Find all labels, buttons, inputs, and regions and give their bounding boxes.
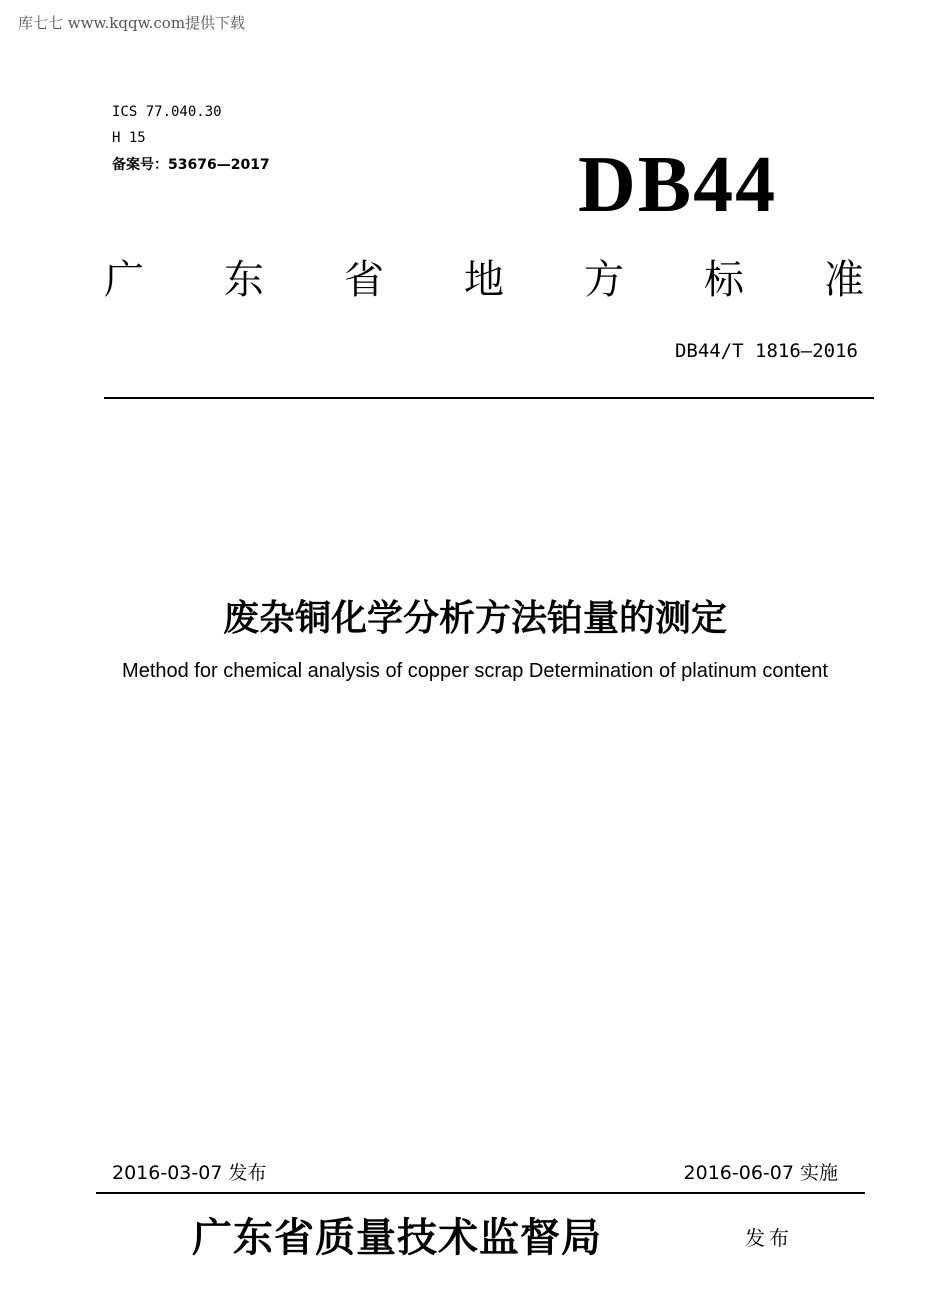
standard-type-char: 方 <box>584 257 624 303</box>
standard-number: DB44/T 1816—2016 <box>674 340 858 362</box>
header-divider <box>104 397 874 399</box>
watermark-text: 库七七 www.kqqw.com提供下载 <box>18 14 246 32</box>
implement-date: 2016-06-07 实施 <box>683 1162 838 1184</box>
standard-type-char: 地 <box>464 257 504 303</box>
db44-logo: DB44 <box>578 141 778 229</box>
issue-label: 发布 <box>745 1226 793 1250</box>
ccs-code: H 15 <box>112 130 146 146</box>
english-title: Method for chemical analysis of copper scrap Determination of platinum content <box>122 660 828 682</box>
standard-type-char: 省 <box>344 257 384 303</box>
standard-type-char: 准 <box>824 257 864 303</box>
chinese-title: 废杂铜化学分析方法铂量的测定 <box>222 598 727 639</box>
standard-type-heading <box>104 248 864 305</box>
standard-type-char: 东 <box>224 257 264 303</box>
publish-date: 2016-03-07 发布 <box>112 1162 267 1184</box>
standard-type-char: 广 <box>104 257 144 303</box>
footer-divider <box>96 1192 865 1194</box>
issuing-authority: 广东省质量技术监督局 <box>192 1214 602 1261</box>
record-number: 备案号：53676—2017 <box>112 157 270 173</box>
ics-code: ICS 77.040.30 <box>112 104 222 120</box>
standard-type-char: 标 <box>704 257 744 303</box>
